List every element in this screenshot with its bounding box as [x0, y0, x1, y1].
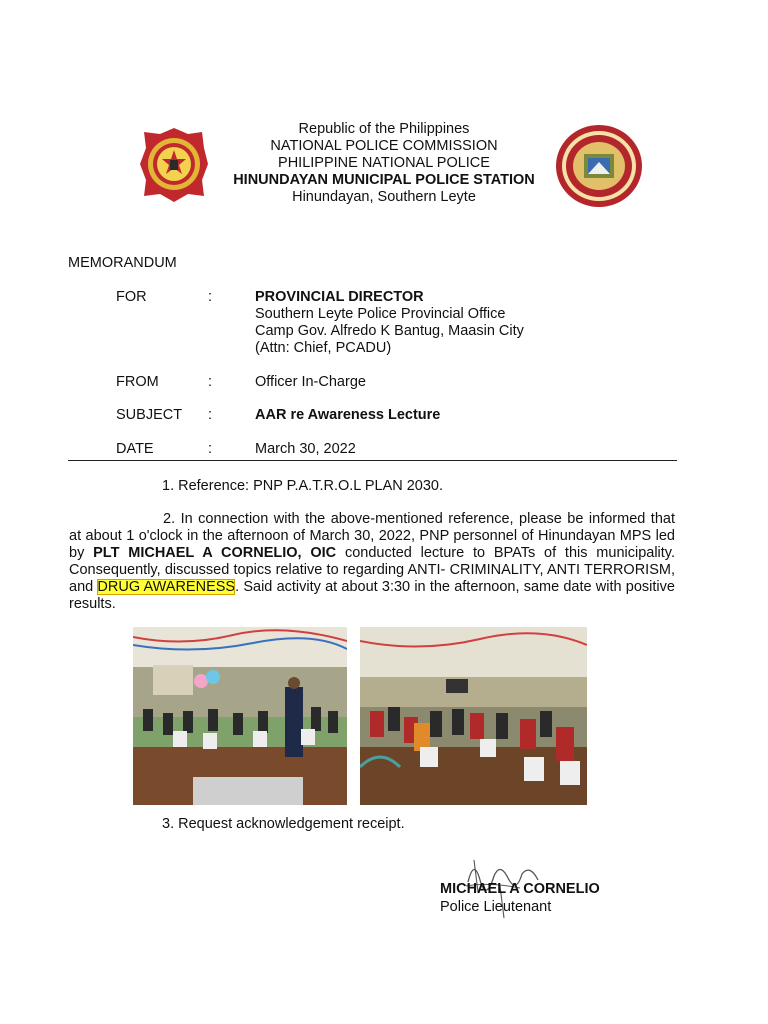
from-value: Officer In-Charge [255, 374, 366, 390]
for-colon: : [208, 289, 213, 305]
for-recipient-office: Southern Leyte Police Provincial Office [255, 306, 506, 322]
for-recipient-address: Camp Gov. Alfredo K Bantug, Maasin City [255, 323, 524, 339]
memorandum-label: MEMORANDUM [68, 255, 177, 271]
header-divider [68, 460, 677, 461]
subject-label: SUBJECT [116, 407, 183, 423]
date-label: DATE [116, 441, 154, 457]
letterhead-line-republic: Republic of the Philippines [298, 121, 470, 137]
details-text-a: 2. In connection with the above-mentioned reference, please be informed that at about 1 o'clock in the afternoon of March 30, 2022, PNP personnel of Hinundayan MPS led by [69, 511, 675, 561]
paragraph-reference: 1. Reference: PNP P.A.T.R.O.L PLAN 2030. [162, 478, 444, 494]
paragraph-details [69, 511, 675, 613]
details-text-b: conducted lecture to BPATs of this municipality. Consequently, discussed topics relative to regarding ANTI- CRIMINALITY, ANTI TERRORISM, and [69, 545, 676, 595]
from-label: FROM [116, 374, 159, 390]
details-text-c: . Said activity at about 3:30 in the afternoon, same date with positive results. [69, 579, 675, 612]
for-recipient [255, 289, 524, 357]
date-value: March 30, 2022 [255, 441, 356, 457]
subject-value: AAR re Awareness Lecture [255, 407, 441, 423]
for-label: FOR [116, 289, 147, 305]
letterhead-line-napolcom: NATIONAL POLICE COMMISSION [270, 138, 498, 154]
letterhead-line-location: Hinundayan, Southern Leyte [292, 189, 476, 205]
drug-awareness-highlight: DRUG AWARENESS [97, 579, 236, 595]
from-colon: : [208, 374, 213, 390]
signatory-name: MICHAEL A CORNELIO [440, 881, 600, 897]
date-colon: : [208, 441, 213, 457]
officer-name: PLT MICHAEL A CORNELIO, OIC [93, 545, 337, 561]
signatory-title: Police Lieutenant [440, 899, 552, 915]
gym-lecture-photo-1 [133, 627, 347, 805]
subject-colon: : [208, 407, 213, 423]
letterhead-line-station: HINUNDAYAN MUNICIPAL POLICE STATION [233, 172, 535, 188]
paragraph-request: 3. Request acknowledgement receipt. [162, 816, 405, 832]
for-recipient-title: PROVINCIAL DIRECTOR [255, 289, 424, 305]
gym-lecture-photo-2 [360, 627, 587, 805]
for-recipient-attention: (Attn: Chief, PCADU) [255, 340, 392, 356]
letterhead [0, 121, 768, 206]
letterhead-line-pnp: PHILIPPINE NATIONAL POLICE [278, 155, 490, 171]
